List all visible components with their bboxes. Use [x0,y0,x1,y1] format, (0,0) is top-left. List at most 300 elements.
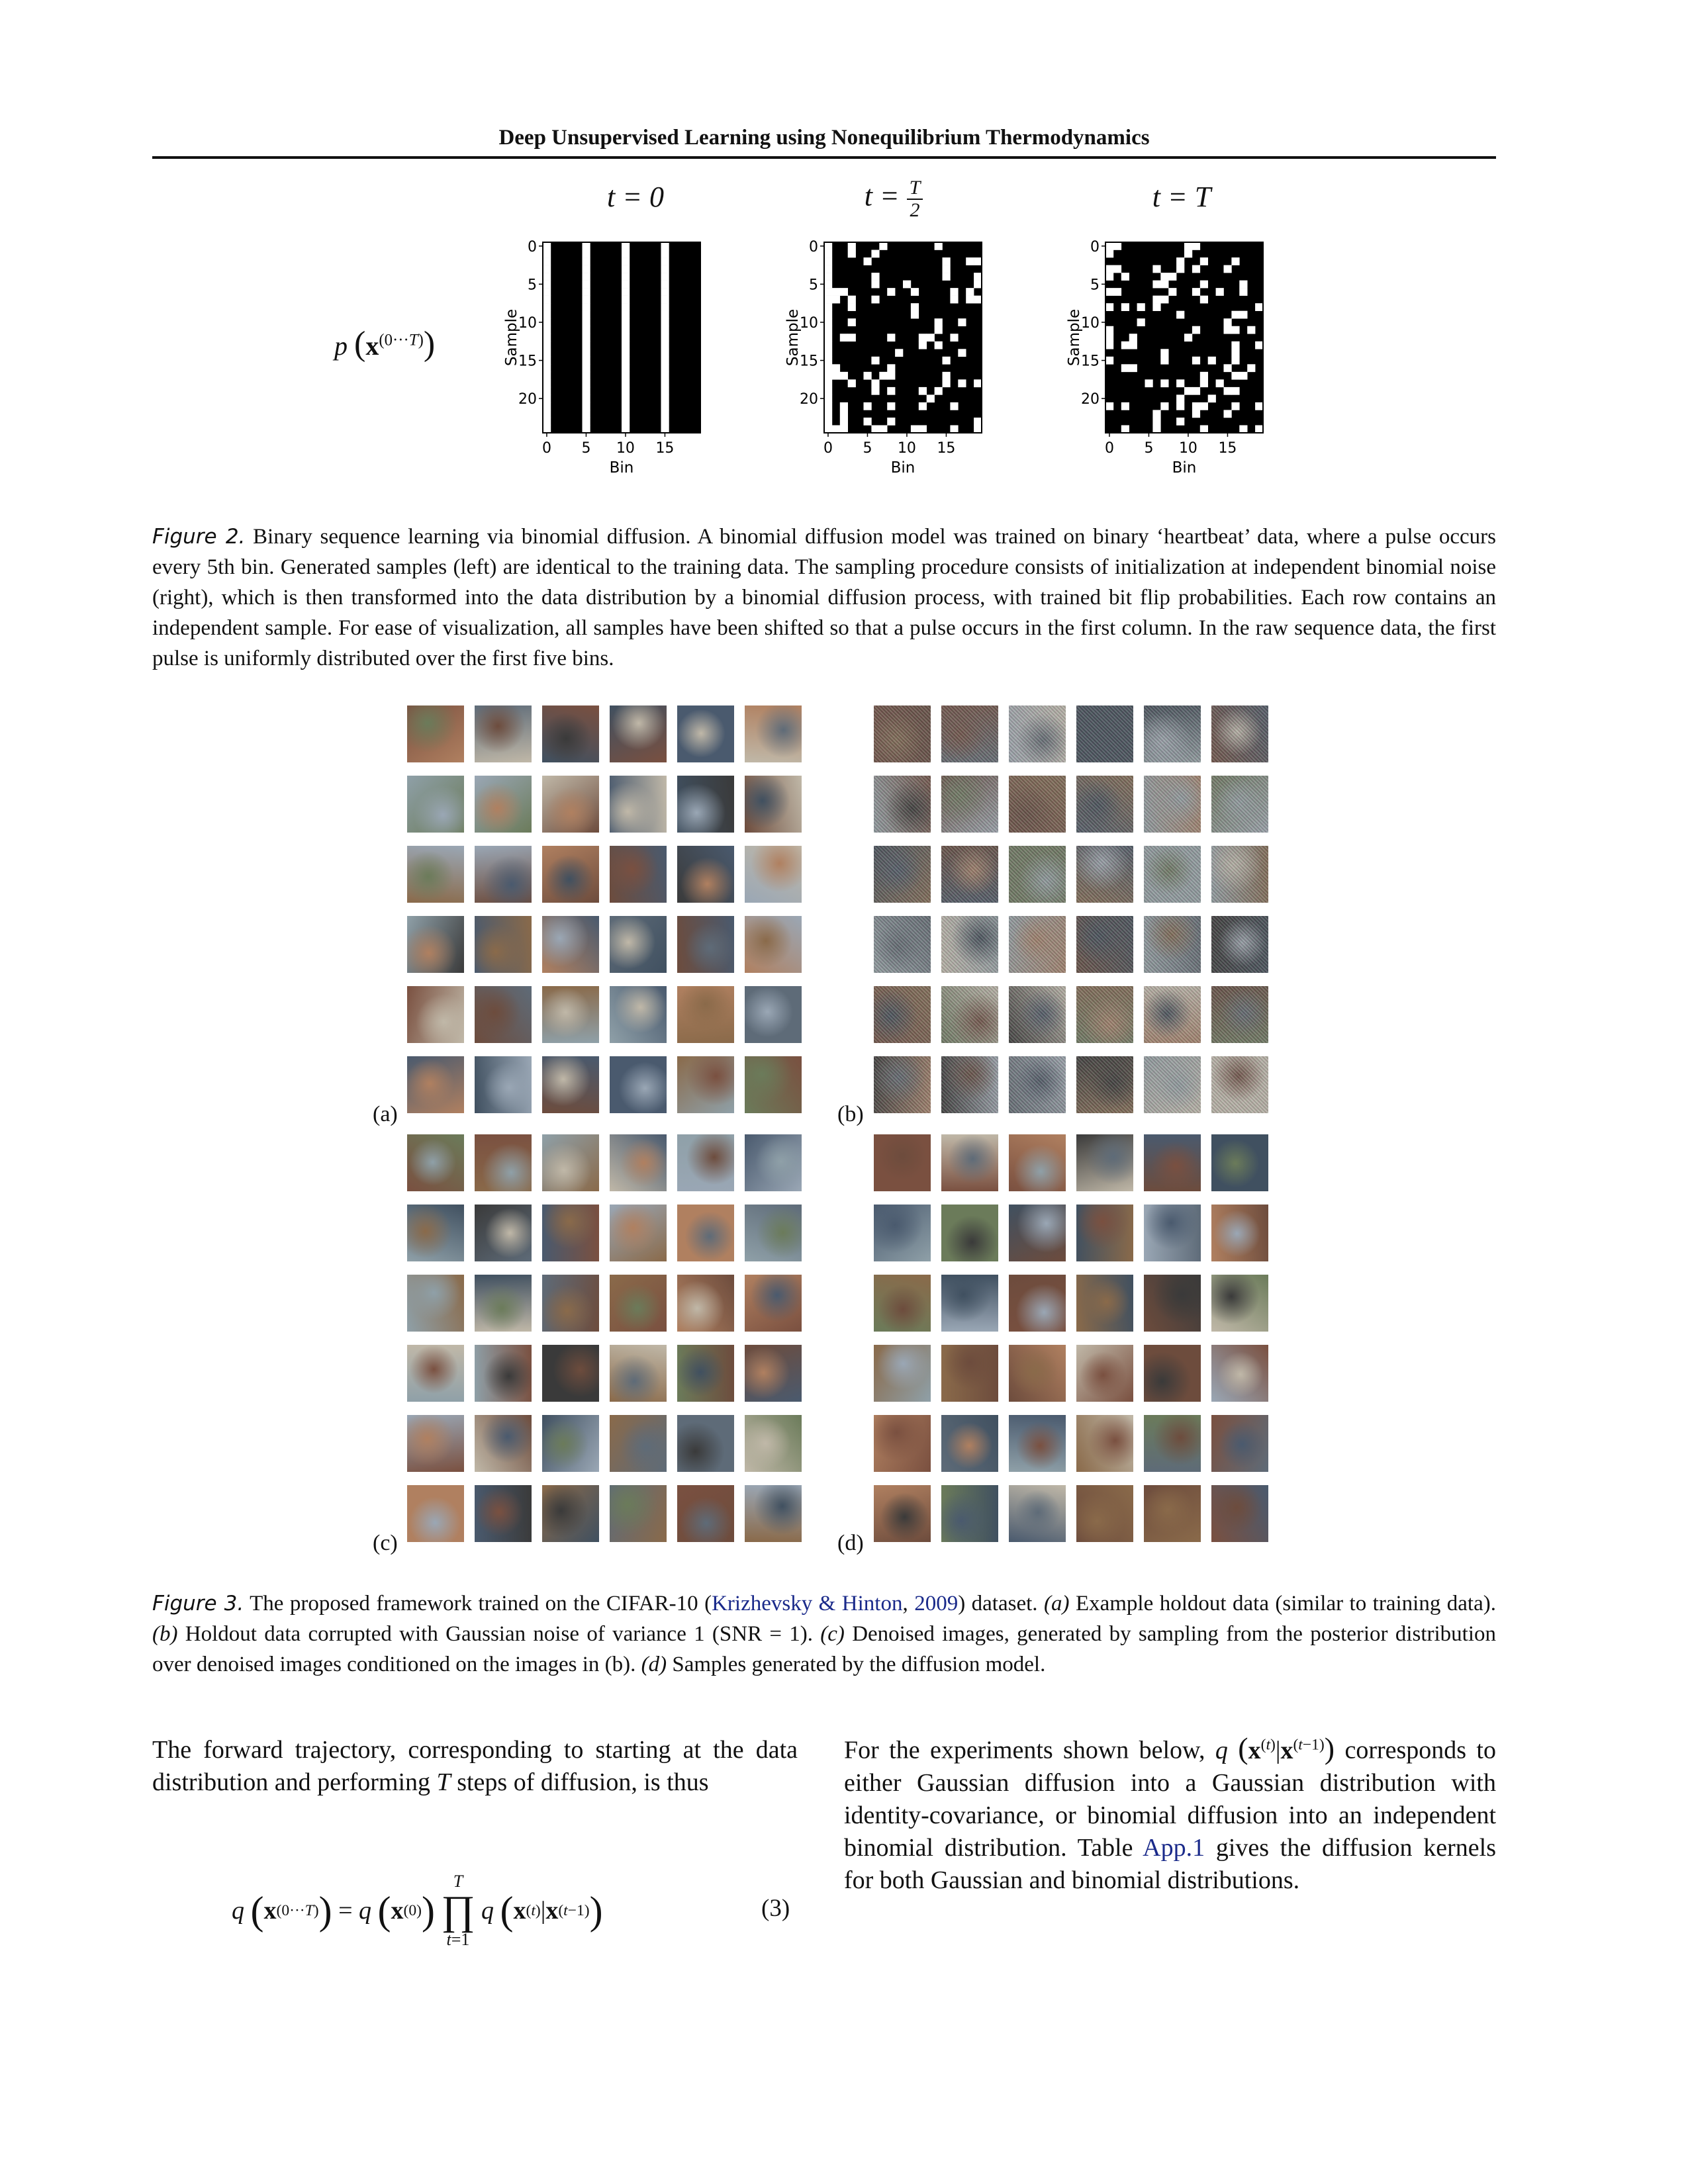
inline-math-q-kernel: q $(x^{(t)}|x^{(t-1)})$ [1215,1731,1335,1765]
bit-cell [1176,379,1184,387]
bit-cell [950,296,958,304]
x-tick-label: 15 [655,440,675,457]
cifar-image-tile [407,705,464,762]
cifar-image-tile [407,1345,464,1402]
bit-cell [1224,410,1232,418]
bit-cell [622,257,630,265]
bit-cell [903,281,911,289]
cifar-image-tile [475,1345,532,1402]
cifar-image-tile [610,705,667,762]
bit-cell [887,387,895,395]
bit-cell [543,425,551,433]
cifar-image-tile [1211,1134,1268,1191]
cifar-image-tile [1009,776,1066,833]
bit-cell [824,242,832,250]
bit-cell [824,334,832,341]
cifar-image-tile [1076,705,1133,762]
bit-cell [583,402,590,410]
bit-cell [943,357,951,365]
bit-cell [1200,281,1208,289]
bit-cell [1176,311,1184,319]
bit-cell [1121,341,1129,349]
cifar-image-tile [407,1415,464,1472]
cifar-image-tile [1009,1056,1066,1113]
bit-cell [974,425,982,433]
bit-cell [950,402,958,410]
bit-cell [583,379,590,387]
bit-cell [824,394,832,402]
y-tick-label: 10 [800,314,818,332]
cifar-image-tile [677,986,734,1043]
cifar-image-tile [941,705,998,762]
bit-cell [1224,326,1232,334]
cifar-image-tile [407,916,464,973]
cifar-image-tile [1076,1485,1133,1542]
right-paragraph-part2: corresponds to either Gaussian diffusion into a Gaussian distribution with identity-covariance, or binomial diffusion into an independent binomial distribution. Table [844,1736,1496,1862]
bit-cell [1105,326,1113,334]
bit-cell [1176,257,1184,265]
y-axis-label: Sample [784,308,802,367]
caption-text-d: Samples generated by the diffusion model. [667,1653,1046,1676]
cifar-image-tile [610,916,667,973]
bit-cell [583,318,590,326]
bit-cell [1224,318,1232,326]
x-tick-label: 10 [897,440,916,457]
bit-cell [864,402,872,410]
cifar-image-tile [475,1485,532,1542]
cifar-image-tile [745,1134,802,1191]
bit-cell [1255,425,1263,433]
cifar-image-tile [542,916,599,973]
cifar-image-tile [1144,1205,1201,1261]
bit-cell [661,318,669,326]
cifar-image-tile [407,1205,464,1261]
bit-cell [543,242,551,250]
bit-cell [543,257,551,265]
cifar-image-tile [1076,1415,1133,1472]
bit-cell [1200,296,1208,304]
bit-cell [1231,372,1239,380]
bit-cell [622,242,630,250]
bit-cell [583,303,590,311]
cifar-image-tile [941,1134,998,1191]
bit-cell [1239,281,1247,289]
bit-cell [832,425,840,433]
cifar-image-tile [1076,916,1133,973]
bit-cell [824,410,832,418]
bit-cell [1176,265,1184,273]
bit-cell [583,296,590,304]
bit-cell [622,349,630,357]
cifar-image-tile [610,1485,667,1542]
citation-sep: , [902,1592,915,1615]
bit-cell [1152,265,1160,273]
bit-cell [661,334,669,341]
bit-cell [824,326,832,334]
x-tick-label: 0 [823,440,833,457]
bit-cell [864,257,872,265]
bit-cell [943,379,951,387]
cifar-image-tile [677,776,734,833]
bit-cell [1247,326,1255,334]
bit-cell [1216,288,1224,296]
bit-cell [1239,372,1247,380]
bit-cell [848,334,856,341]
bit-cell [1105,273,1113,281]
equation-number: (3) [761,1895,790,1922]
bit-cell [583,242,590,250]
cifar-image-tile [745,1275,802,1332]
y-tick-label: 10 [1081,314,1100,332]
cifar-image-tile [542,986,599,1043]
bit-cell [1192,288,1200,296]
bit-cell [583,326,590,334]
panel-label-c: (c) [373,1531,398,1555]
bit-cell [864,372,872,380]
bit-cell [1113,265,1121,273]
bit-cell [583,357,590,365]
cifar-image-tile [407,846,464,903]
bit-cell [661,418,669,426]
x-axis-label: Bin [1172,459,1197,477]
bit-cell [1231,326,1239,334]
bit-cell [622,372,630,380]
bit-cell [958,349,966,357]
bit-cell [622,303,630,311]
bit-cell [848,296,856,304]
bit-cell [1231,387,1239,395]
cifar-image-tile [1009,986,1066,1043]
cifar-image-tile [475,1415,532,1472]
bit-cell [840,425,848,433]
bit-cell [661,425,669,433]
cifar-image-tile [475,1134,532,1191]
bit-cell [1192,410,1200,418]
bit-cell [824,288,832,296]
cifar-image-tile [1076,986,1133,1043]
cifar-image-tile [677,1345,734,1402]
bit-cell [543,303,551,311]
bit-cell [1200,372,1208,380]
bit-cell [1113,242,1121,250]
bit-cell [1184,242,1192,250]
cifar-image-tile [1211,1056,1268,1113]
bit-cell [661,296,669,304]
cifar-image-tile [874,916,931,973]
bit-cell [661,273,669,281]
bit-cell [1192,242,1200,250]
bit-cell [583,387,590,395]
bit-cell [622,250,630,258]
cifar-image-tile [1211,1345,1268,1402]
bit-cell [622,394,630,402]
cifar-image-tile [1009,705,1066,762]
cifar-image-tile [407,1134,464,1191]
left-paragraph-T: T [436,1768,451,1796]
bit-cell [1129,341,1137,349]
bit-cell [661,281,669,289]
bit-cell [958,318,966,326]
bit-cell [974,273,982,281]
bit-cell [871,387,879,395]
bit-cell [622,288,630,296]
bit-cell [1224,265,1232,273]
bit-cell [661,265,669,273]
bit-cell [1231,311,1239,319]
bit-cell [871,250,879,258]
bit-cell [1231,357,1239,365]
cifar-image-tile [542,1134,599,1191]
cifar-image-tile [475,776,532,833]
bit-cell [1160,273,1168,281]
cifar-image-tile [941,1275,998,1332]
bit-cell [1145,379,1153,387]
bit-cell [832,364,840,372]
cifar-image-tile [874,986,931,1043]
bit-cell [661,349,669,357]
y-axis-label: Sample [503,308,520,367]
bit-cell [1168,288,1176,296]
cifar-image-tile [874,1275,931,1332]
figure2-label: Figure 2. [152,525,246,549]
bit-cell [974,379,982,387]
bit-cell [950,425,958,433]
cifar-image-tile [1211,776,1268,833]
bit-cell [832,288,840,296]
cifar-image-tile [1144,1345,1201,1402]
cifar-image-tile [1211,846,1268,903]
bit-cell [622,425,630,433]
bit-cell [543,364,551,372]
bit-cell [1105,242,1113,250]
bit-cell [583,288,590,296]
running-title: Deep Unsupervised Learning using Nonequilibrium Thermodynamics [498,126,1150,150]
bit-cell [1129,364,1137,372]
cifar-image-tile [475,705,532,762]
bit-cell [919,334,927,341]
bit-cell [583,410,590,418]
citation-link-year[interactable]: 2009 [914,1592,959,1615]
bit-cell [911,288,919,296]
bit-cell [840,418,848,426]
cifar-image-tile [610,1056,667,1113]
cifar-image-tile [542,1056,599,1113]
bit-cell [661,379,669,387]
bit-cell [1192,265,1200,273]
figure3-label: Figure 3. [152,1592,244,1615]
bit-cell [1152,418,1160,426]
bit-cell [1200,379,1208,387]
cifar-image-tile [745,1205,802,1261]
bit-cell [879,242,887,250]
cifar-image-tile [1144,776,1201,833]
bit-cell [1208,394,1216,402]
bit-cell [887,418,895,426]
y-tick-label: 0 [528,238,537,255]
bit-cell [832,372,840,380]
cifar-image-tile [407,1275,464,1332]
bit-cell [1184,387,1192,395]
bit-cell [911,303,919,311]
cifar-image-tile [677,1205,734,1261]
bit-cell [583,349,590,357]
cifar-image-tile [677,1056,734,1113]
cifar-image-tile [745,846,802,903]
caption-text-c: Denoised images, generated by sampling from the posterior distribution over denoised images conditioned on the images in (b). [152,1622,1496,1676]
cifar-image-tile [941,986,998,1043]
caption-tag-b: (b) [152,1622,178,1646]
cifar-image-tile [745,916,802,973]
bit-cell [927,394,935,402]
bit-cell [943,257,951,265]
bit-cell [543,311,551,319]
right-paragraph [844,1729,1496,1897]
bit-cell [887,364,895,372]
bit-cell [864,418,872,426]
cifar-image-tile [1009,1205,1066,1261]
cifar-image-tile [1009,1275,1066,1332]
left-paragraph-part2: steps of diffusion, is thus [450,1768,709,1796]
bit-cell [1184,334,1192,341]
equation-3: q ( x (0···T) ) = q ( x (0) ) T ∏ t=1 q ( x (t) | x (t−1) ) [232,1872,603,1949]
cifar-image-tile [610,846,667,903]
bit-cell [935,341,943,349]
bit-cell [1255,303,1263,311]
cifar-image-tile [1009,846,1066,903]
bit-cell [1192,326,1200,334]
bit-cell [824,303,832,311]
bit-cell [583,341,590,349]
bit-cell [950,334,958,341]
cifar-image-tile [677,1134,734,1191]
bit-cell [824,250,832,258]
cifar-image-tile [1076,846,1133,903]
bit-cell [824,349,832,357]
bit-cell [543,265,551,273]
cifar-image-tile [610,986,667,1043]
bit-cell [622,265,630,273]
bit-cell [622,387,630,395]
bit-cell [583,273,590,281]
bit-cell [543,349,551,357]
panel-label-b: (b) [837,1102,864,1126]
cifar-image-tile [941,1056,998,1113]
y-tick-label: 5 [1090,277,1100,294]
bit-cell [824,311,832,319]
cifar-image-tile [874,1415,931,1472]
binary-plot-tT [1066,232,1304,490]
bit-cell [1121,402,1129,410]
cifar-image-tile [874,846,931,903]
bit-cell [1224,364,1232,372]
bit-cell [661,410,669,418]
bit-cell [1231,402,1239,410]
left-paragraph-part1: The forward trajectory, corresponding to starting at the data distribution and performing [152,1736,798,1796]
bit-cell [824,296,832,304]
bit-cell [583,265,590,273]
bit-cell [871,296,879,304]
binary-plot-thalf [784,232,1023,490]
bit-cell [887,372,895,380]
cifar-image-tile [1211,1485,1268,1542]
cifar-image-tile [1144,846,1201,903]
bit-cell [879,425,887,433]
bit-cell [911,425,919,433]
cifar-image-tile [745,1485,802,1542]
cifar-image-tile [941,1415,998,1472]
cifar-image-tile [1144,1485,1201,1542]
bit-cell [943,372,951,380]
bit-cell [1231,341,1239,349]
cifar-image-tile [542,1485,599,1542]
cifar-image-tile [745,1345,802,1402]
bit-cell [935,326,943,334]
y-tick-label: 5 [809,277,818,294]
citation-link-author[interactable]: Krizhevsky & Hinton [712,1592,903,1615]
bit-cell [583,281,590,289]
x-tick-label: 0 [541,440,551,457]
cifar-image-tile [1144,705,1201,762]
bit-cell [661,402,669,410]
bit-cell [824,265,832,273]
panel-label-a: (a) [373,1102,398,1126]
bit-cell [958,379,966,387]
x-tick-label: 5 [581,440,591,457]
bit-cell [1105,265,1113,273]
cifar-image-tile [874,776,931,833]
bit-cell [887,402,895,410]
title-rule [152,156,1496,159]
bit-cell [824,257,832,265]
bit-cell [1152,410,1160,418]
table-link-app1[interactable]: App.1 [1143,1833,1205,1862]
bit-cell [622,318,630,326]
bit-cell [1152,281,1160,289]
bit-cell [622,379,630,387]
bit-cell [974,296,982,304]
bit-cell [927,334,935,341]
bit-cell [583,250,590,258]
cifar-image-tile [542,1415,599,1472]
bit-cell [824,425,832,433]
bit-cell [1160,402,1168,410]
bit-cell [1239,425,1247,433]
bit-cell [622,273,630,281]
bit-cell [1105,357,1113,365]
cifar-image-tile [1211,705,1268,762]
bit-cell [1121,364,1129,372]
x-tick-label: 0 [1104,440,1114,457]
bit-cell [1160,379,1168,387]
bit-cell [943,265,951,273]
bit-cell [1192,357,1200,365]
bit-cell [911,311,919,319]
bit-cell [661,364,669,372]
cifar-image-tile [542,705,599,762]
bit-cell [832,296,840,304]
bit-cell [1105,402,1113,410]
cifar-image-tile [874,1205,931,1261]
figure2-caption [152,522,1496,674]
bit-cell [583,425,590,433]
caption-text-b: Holdout data corrupted with Gaussian noise of variance 1 (SNR = 1). [177,1622,821,1646]
bit-cell [543,410,551,418]
right-paragraph-part3: gives the diffusion kernels for both Gaussian and binomial distributions. [844,1833,1496,1894]
cifar-image-tile [1211,916,1268,973]
bit-cell [1231,257,1239,265]
bit-cell [622,364,630,372]
image-grid-d [874,1134,1268,1542]
